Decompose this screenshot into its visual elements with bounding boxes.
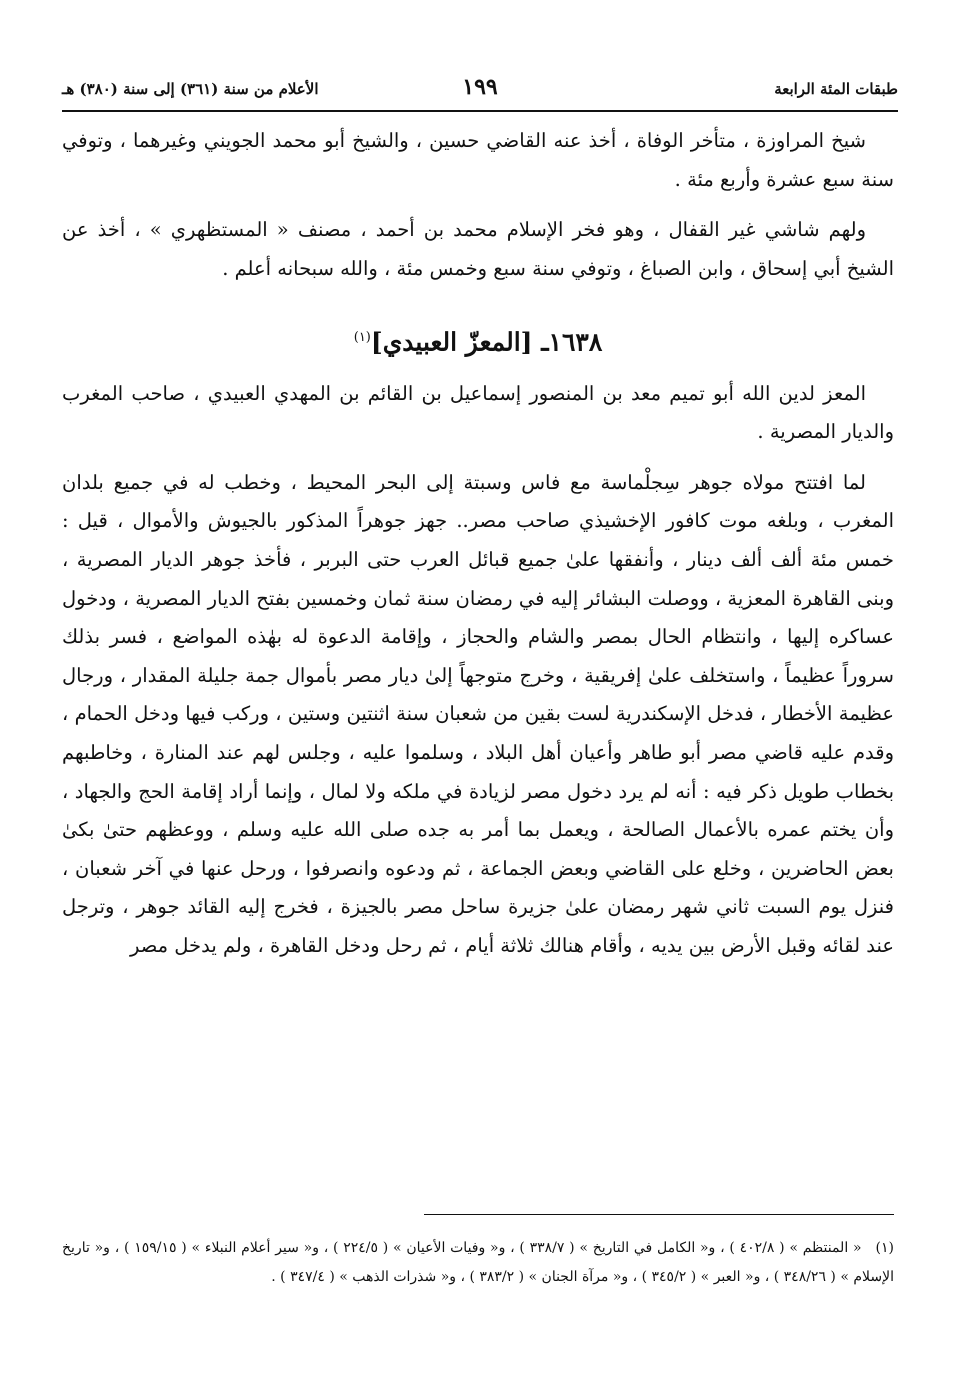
footnote (62, 1234, 894, 1292)
header-rule (62, 110, 898, 112)
running-title-left: الأعلام من سنة (٣٦١) إلى سنة (٣٨٠) هـ (62, 80, 319, 98)
footnote-marker: (١) (353, 330, 371, 346)
footnotes (62, 1234, 894, 1292)
page-number: ١٩٩ (462, 74, 498, 100)
running-header (62, 74, 898, 108)
main-text (62, 122, 894, 966)
footnote-rule (424, 1214, 894, 1215)
running-title-right: طبقات المئة الرابعة (774, 80, 898, 98)
paragraph-entry-body: لما افتتح مولاه جوهر سِجلْماسة مع فاس وسبتة إلى البحر المحيط ، وخطب له في جميع بلدان المغرب ، وبلغه موت كافور الإخشيذي صاحب مصر.. جهز جوهراً المذكور بالجيوش والأموال ، قيل : خمس مئة ألف ألف دينار ، وأنفقها علىٰ جميع قبائل العرب حتى البربر ، فأخذ جوهر الديار المصرية ، وبنى القاهرة المعزية ، ووصلت البشائر إليه في رمضان سنة ثمان وخمسين بفتح الديار المصرية ، ودخول عساكره إليها ، وانتظام الحال بمصر والشام والحجاز ، وإقامة الدعوة له بهٰذه المواضع ، فسر بذلك سروراً عظيماً ، واستخلف علىٰ إفريقية ، وخرج متوجهاً إلىٰ ديار مصر بأموال جمة جليلة المقدار ، ورجال عظيمة الأخطار ، فدخل الإسكندرية لست بقين من شعبان سنة اثنتين وستين ، وركب فيها ودخل الحمام ، وقدم عليه قاضي مصر أبو طاهر وأعيان أهل البلاد ، وسلموا عليه ، وجلس لهم عند المنارة ، وخاطبهم بخطاب طويل ذكر فيه : أنه لم يرد دخول مصر لزيادة في ملكه ولا لمال ، وإنما أراد إقامة الحج والجهاد ، وأن يختم عمره بالأعمال الصالحة ، ويعمل بما أمر به جده صلى الله عليه وسلم ، ووعظهم حتىٰ بكىٰ بعض الحاضرين ، وخلع على القاضي وبعض الجماعة ، ثم ودعوه وانصرفوا ، ورحل عنها في آخر شعبان ، فنزل يوم السبت ثاني شهر رمضان علىٰ جزيرة ساحل مصر بالجيزة ، فخرج إليه القائد جوهر ، وترجل عند لقائه وقبل الأرض بين يديه ، وأقام هنالك ثلاثة أيام ، ثم رحل ودخل القاهرة ، ولم يدخل مصر (62, 470, 894, 958)
entry-heading (62, 314, 894, 366)
footnote-text: « المنتظم » ( ٤٠٢/٨ ) ، و« الكامل في التاريخ » ( ٣٣٨/٧ ) ، و« وفيات الأعيان » ( ٢٢٤/٥ ) ، و« سير أعلام النبلاء » ( ١٥٩/١٥ ) ، و« تاريخ الإسلام » ( ٣٤٨/٢٦ ) ، و« العبر » ( ٣٤٥/٢ ) ، و« مرآة الجنان » ( ٣٨٣/٢ ) ، و« شذرات الذهب » ( ٣٤٧/٤ ) . (62, 1240, 894, 1285)
footnote-number: (١) (875, 1240, 895, 1256)
paragraph-shashi: ولهم شاشي غير القفال ، وهو فخر الإسلام محمد بن أحمد ، مصنف « المستظهري » ، أخذ عن الشيخ أبي إسحاق ، وابن الصباغ ، وتوفي سنة سبع وخمس مئة ، والله سبحانه أعلم . (62, 218, 894, 280)
entry-title: ١٦٣٨ـ [المعزّ العبيدي] (370, 327, 603, 357)
paragraph-continuation: شيخ المراوزة ، متأخر الوفاة ، أخذ عنه القاضي حسين ، والشيخ أبو محمد الجويني وغيرهما ، وتوفي سنة سبع عشرة وأربع مئة . (62, 129, 894, 191)
paragraph-entry-intro: المعز لدين الله أبو تميم معد بن المنصور إسماعيل بن القائم بن المهدي العبيدي ، صاحب المغرب والديار المصرية . (62, 381, 894, 444)
